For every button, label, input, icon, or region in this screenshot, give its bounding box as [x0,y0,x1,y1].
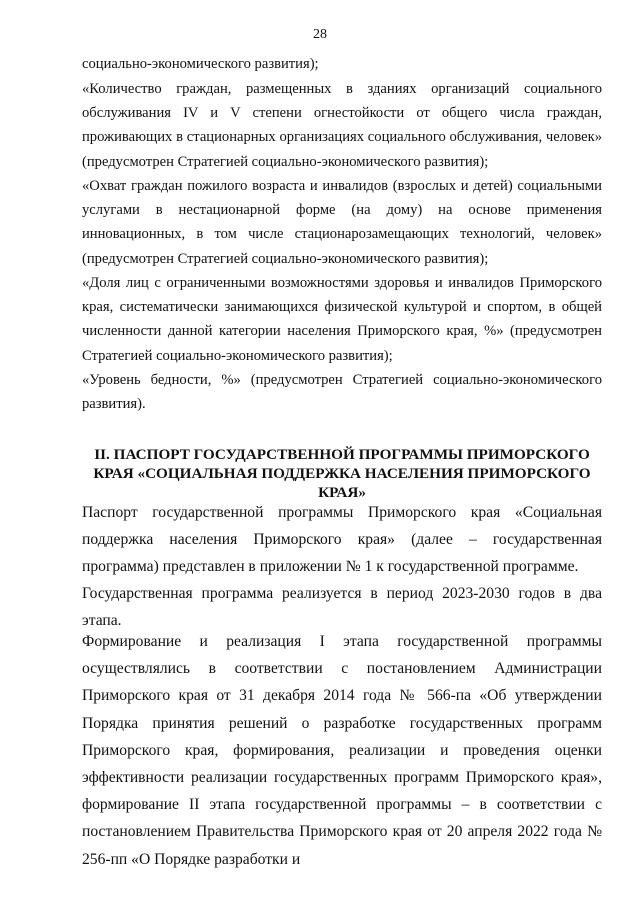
page-number: 28 [313,27,327,42]
paragraph-continuation: социально-экономического развития); [82,56,319,72]
paragraph-indicator-fire-safety: «Количество граждан, размещенных в зданиях организаций социального обслуживания IV и V степени огнестойкости от общего числа граждан, проживающих в стационарных организациях социального обслуживания, человек» (предусмотрен Стратегией социально-экономического развития); [82,81,602,170]
paragraph-period: Государственная программа реализуется в период 2023-2030 годов в два этапа. [82,585,602,630]
paragraph-passport: Паспорт государственной программы Приморского края «Социальная поддержка населения Приморского края» (далее – государственная программа) представлен в приложении № 1 к государственной программе. [82,504,602,576]
paragraph-formation: Формирование и реализация I этапа государственной программы осуществлялись в соответствии с постановлением Администрации Приморского края от 31 декабря 2014 года № 566-па «Об утверждении Порядка принятия решений о разработке государственных программ Приморского края, формирования, реализации и проведения оценки эффективности реализации государственных программ Приморского края», формирование II этапа государственной программы – в соответствии с постановлением Правительства Приморского края от 20 апреля 2022 года № 256-пп «О Порядке разработки и [82,633,602,868]
paragraph-indicator-poverty: «Уровень бедности, %» (предусмотрен Стратегией социально-экономического развития). [82,372,602,413]
paragraph-indicator-home-services: «Охват граждан пожилого возраста и инвалидов (взрослых и детей) социальными услугами в нестационарной форме (на дому) на основе применения инновационных, в том числе стационарозамещающих технологий, человек» (предусмотрен Стратегией социально-экономического развития); [82,178,602,267]
section-heading: II. ПАСПОРТ ГОСУДАРСТВЕННОЙ ПРОГРАММЫ ПРИМОРСКОГО КРАЯ «СОЦИАЛЬНАЯ ПОДДЕРЖКА НАСЕЛЕНИЯ ПРИМОРСКОГО КРАЯ» [93,446,591,501]
paragraph-indicator-disabled-sport: «Доля лиц с ограниченными возможностями здоровья и инвалидов Приморского края, систематически занимающихся физической культурой и спортом, в общей численности данной категории населения Приморского края, %» (предусмотрен Стратегией социально-экономического развития); [82,275,602,364]
